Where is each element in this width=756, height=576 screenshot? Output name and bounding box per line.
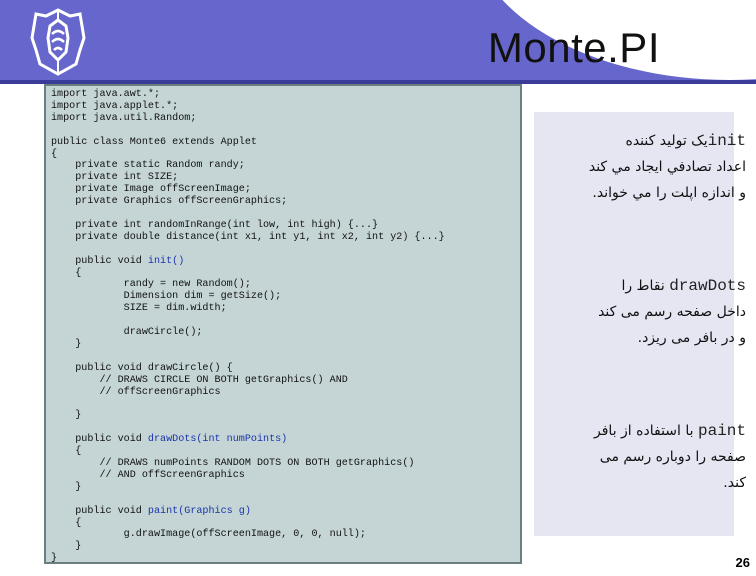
code-line: public void drawDots(int numPoints) [51,434,288,446]
code-line: } [51,338,82,350]
code-line [51,208,520,220]
page-number: 26 [735,555,750,570]
code-listing [46,86,520,565]
slide-title: Monte.PI [487,24,660,71]
note-paint-line1 [556,418,746,444]
code-line: import java.util.Random; [51,112,197,124]
code-line: private Image offScreenImage; [51,184,251,196]
note-init-line1 [556,128,746,154]
code-line: drawCircle(); [51,327,203,339]
code-line: { [51,148,58,160]
note-drawdots [556,273,746,351]
code-line [51,244,520,256]
note-drawdots-line1 [556,273,746,299]
note-paint-line3: کند. [723,475,746,491]
code-line [51,125,520,137]
code-line: public void drawCircle() { [51,362,233,374]
code-line [51,351,520,363]
code-line: private static Random randy; [51,160,245,172]
code-line: { [51,267,82,279]
code-line: public void init() [51,255,185,267]
code-line: } [51,553,58,565]
note-drawdots-keyword: drawDots [669,277,746,295]
note-drawdots-line1-text: نقاط را [621,278,665,294]
code-line: import java.awt.*; [51,89,161,100]
code-line: Dimension dim = getSize(); [51,291,282,303]
code-line: private double distance(int x1, int y1, int x2, int y2) {...} [51,231,445,243]
code-line: // DRAWS CIRCLE ON BOTH getGraphics() AND [51,374,348,386]
code-line: // offScreenGraphics [51,386,221,398]
note-init-line2: اعداد تصادفي ايجاد مي کند [588,159,746,175]
note-paint-line1-text: با استفاده از بافر [594,423,694,439]
note-drawdots-line3: و در بافر می ریزد. [637,330,746,346]
university-emblem-icon [30,8,86,76]
code-line: private int SIZE; [51,172,179,184]
code-line [51,398,520,410]
code-line [51,494,520,506]
code-line [51,422,520,434]
note-paint-line2: صفحه را دوباره رسم می [599,449,746,465]
code-line: SIZE = dim.width; [51,303,227,315]
code-line: public class Monte6 extends Applet [51,136,257,148]
note-drawdots-line2: داخل صفحه رسم می کند [598,304,746,320]
code-line: // AND offScreenGraphics [51,469,245,481]
code-line: g.drawImage(offScreenImage, 0, 0, null); [51,529,366,541]
code-line: public void paint(Graphics g) [51,505,251,517]
code-line: randy = new Random(); [51,279,251,291]
note-init-line3: و اندازه اپلت را مي خواند. [592,185,746,201]
note-paint [556,418,746,496]
note-init-line1-text: یک تولید کننده [625,133,708,149]
code-line: } [51,481,82,493]
code-line: private int randomInRange(int low, int high) {...} [51,219,379,231]
code-line: // DRAWS numPoints RANDOM DOTS ON BOTH getGraphics() [51,457,415,469]
code-line: } [51,541,82,553]
code-line: { [51,517,82,529]
note-init [556,128,746,206]
note-init-keyword: init [707,132,746,150]
note-paint-keyword: paint [697,422,746,440]
code-panel [44,84,522,564]
code-line: { [51,446,82,458]
slide-header [0,0,756,84]
code-line: private Graphics offScreenGraphics; [51,196,288,208]
code-line [51,315,520,327]
code-line: import java.applet.*; [51,100,179,112]
code-line: } [51,410,82,422]
